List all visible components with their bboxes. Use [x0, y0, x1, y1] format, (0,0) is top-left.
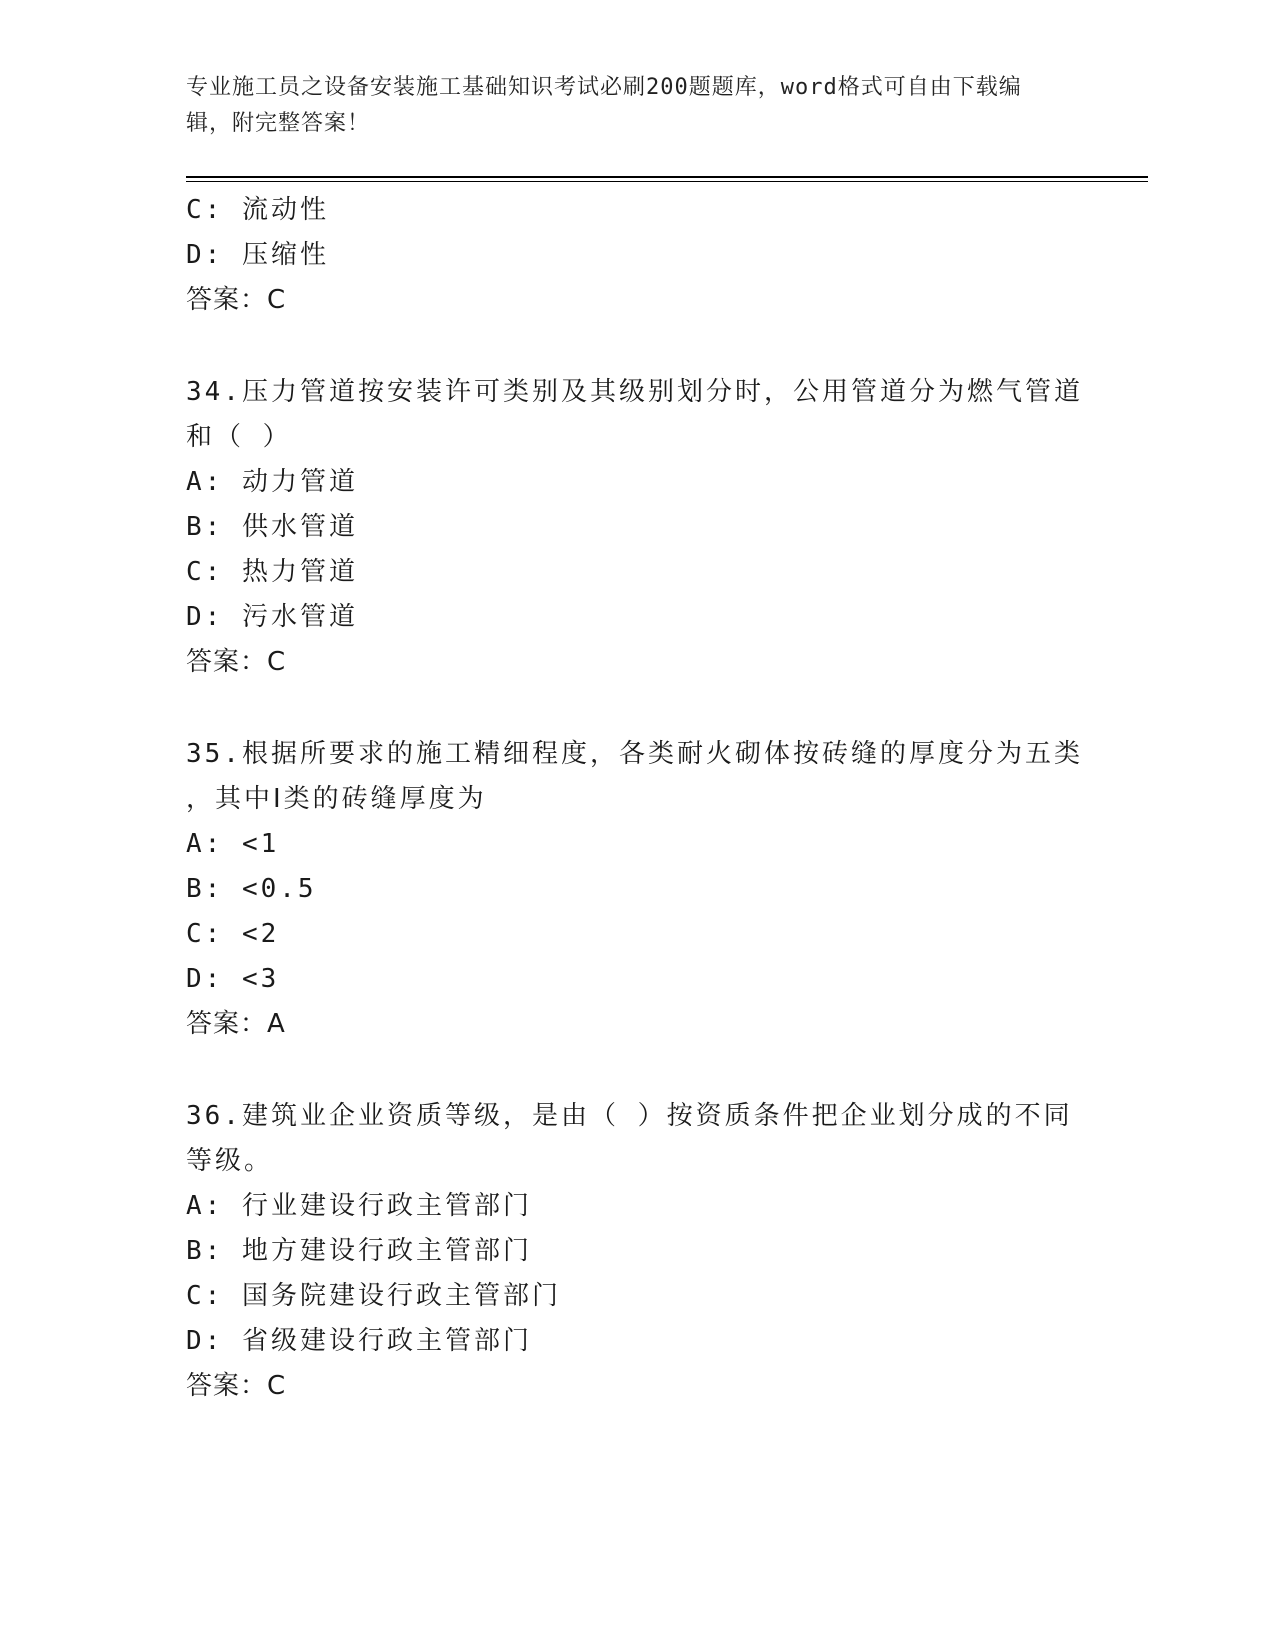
option-d: D: 污水管道: [186, 602, 358, 632]
question-stem: 36.建筑业企业资质等级，是由（ ）按资质条件把企业划分成的不同: [186, 1101, 1073, 1131]
option-c: C: 流动性: [186, 195, 329, 225]
answer-line: 答案：C: [186, 1371, 287, 1401]
option-a: A: <1: [186, 829, 280, 859]
answer-line: 答案：C: [186, 285, 287, 315]
option-b: B: 供水管道: [186, 512, 358, 542]
option-a: A: 行业建设行政主管部门: [186, 1191, 532, 1221]
question-36: [186, 1094, 1086, 1409]
question-stem: 35.根据所要求的施工精细程度，各类耐火砌体按砖缝的厚度分为五类: [186, 739, 1083, 769]
question-stem-cont: ，其中Ⅰ类的砖缝厚度为: [186, 784, 487, 814]
question-list: [186, 188, 1086, 1409]
option-a: A: 动力管道: [186, 467, 358, 497]
question-33-continuation: [186, 188, 1086, 323]
document-header: 专业施工员之设备安装施工基础知识考试必刷200题题库，word格式可自由下载编辑，附完整答案！: [186, 75, 1022, 136]
spacer: [186, 1047, 1086, 1094]
option-d: D: <3: [186, 964, 280, 994]
question-stem-cont: 和（ ）: [186, 422, 292, 452]
answer-line: 答案：C: [186, 647, 287, 677]
option-b: B: <0.5: [186, 874, 317, 904]
question-35: [186, 732, 1086, 1047]
option-b: B: 地方建设行政主管部门: [186, 1236, 532, 1266]
question-stem: 34.压力管道按安装许可类别及其级别划分时，公用管道分为燃气管道: [186, 377, 1083, 407]
option-d: D: 压缩性: [186, 240, 329, 270]
option-c: C: 国务院建设行政主管部门: [186, 1281, 561, 1311]
option-d: D: 省级建设行政主管部门: [186, 1326, 532, 1356]
header-rule-thin: [186, 181, 1148, 182]
option-c: C: <2: [186, 919, 280, 949]
spacer: [186, 323, 1086, 370]
header-rule-thick: [186, 176, 1148, 178]
question-stem-cont: 等级。: [186, 1146, 274, 1176]
spacer: [186, 685, 1086, 732]
answer-line: 答案：A: [186, 1009, 286, 1039]
question-34: [186, 370, 1086, 685]
option-c: C: 热力管道: [186, 557, 358, 587]
